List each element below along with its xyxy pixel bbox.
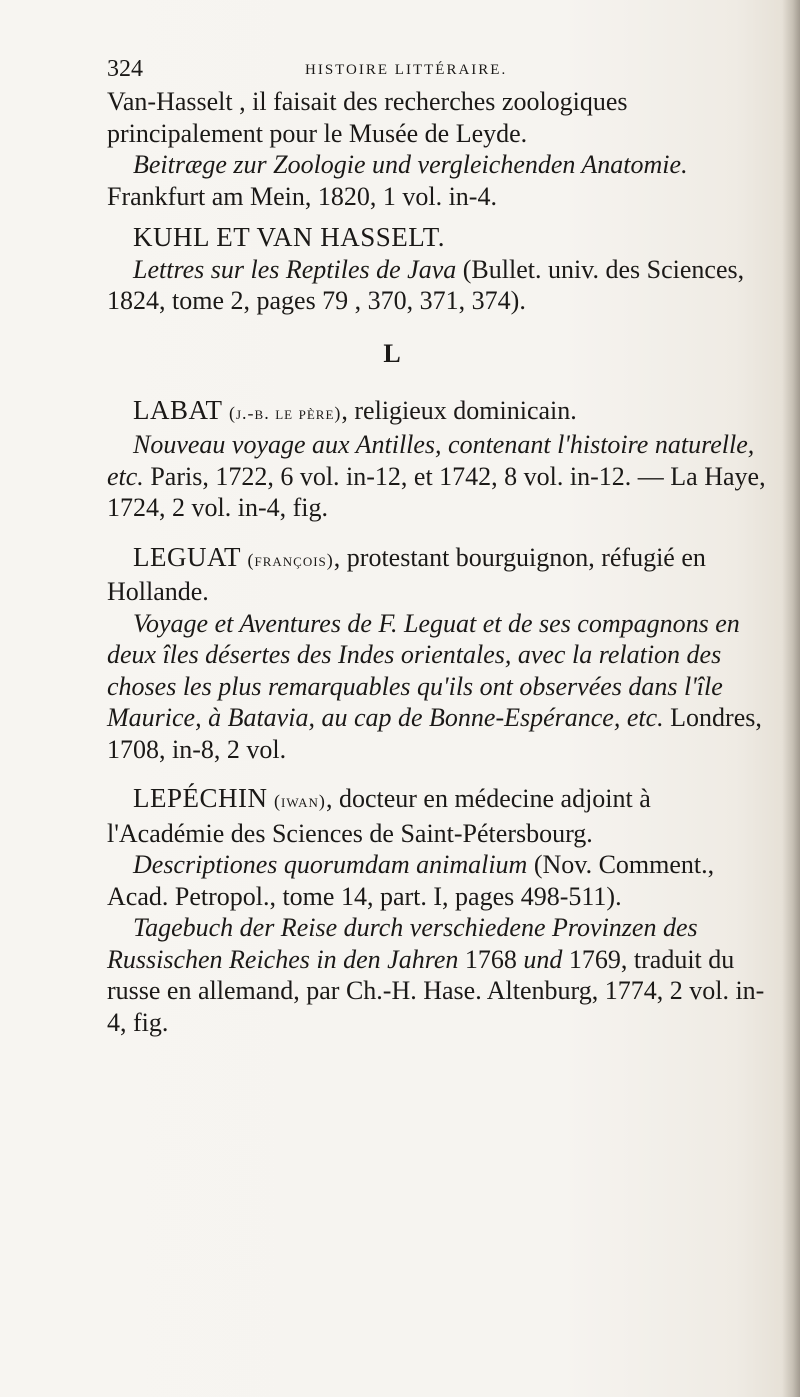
leguat-qualifier: (françois) xyxy=(247,549,334,570)
leguat-description: , protestant bourguignon, réfugié en Hollande. xyxy=(107,542,706,606)
labat-description: , religieux dominicain. xyxy=(341,395,577,425)
kuhl-entry-heading xyxy=(107,222,767,254)
lepechin-work-2-und: und xyxy=(523,944,563,974)
kuhl-work-title: Lettres sur les Reptiles de Java xyxy=(133,254,457,284)
labat-work-publication: Paris, 1722, 6 vol. in-12, et 1742, 8 vol. in-12. — La Haye, 1724, 2 vol. in-4, fig. xyxy=(107,461,766,522)
kuhl-author: KUHL ET VAN HASSELT. xyxy=(133,222,446,252)
labat-entry-heading xyxy=(107,395,767,430)
leguat-work xyxy=(107,608,767,766)
kuhl-work-publication: (Bullet. univ. des Sciences, 1824, tome 2, pages 79 , 370, 371, 374). xyxy=(107,254,745,315)
page-number: 324 xyxy=(107,56,143,82)
lepechin-description: , docteur en médecine adjoint à l'Académie des Sciences de Saint-Pétersbourg. xyxy=(107,784,651,848)
hasselt-work-title: Beitræge zur Zoologie und vergleichenden Anatomie. xyxy=(133,150,688,179)
labat-qualifier: (j.-b. le père) xyxy=(229,402,342,423)
leguat-work-title: Voyage et Aventures de F. Leguat et de ses compagnons en deux îles désertes des Indes orientales, avec la relation des choses les plus remarquables qu'ils ont observées dans l'île Maurice, à Batavia, au cap de Bonne-Espérance, etc. xyxy=(107,608,740,732)
labat-author: LABAT xyxy=(133,394,223,425)
hasselt-work xyxy=(107,149,767,212)
kuhl-work xyxy=(107,254,767,317)
leguat-work-publication: Londres, 1708, in-8, 2 vol. xyxy=(107,703,762,764)
lepechin-work-2-title: Tagebuch der Reise durch verschiedene Provinzen des Russischen Reiches in den Jahren xyxy=(107,913,698,974)
section-letter: L xyxy=(383,338,401,368)
leguat-entry-heading xyxy=(107,542,767,608)
lepechin-entry-heading xyxy=(107,783,767,849)
hasselt-description: Van-Hasselt , il faisait des recherches zoologiques principalement pour le Musée de Leyde. xyxy=(107,87,628,148)
lepechin-author: LEPÉCHIN xyxy=(133,783,268,813)
lepechin-work-2 xyxy=(107,912,767,1038)
labat-work xyxy=(107,429,767,524)
page-edge-shadow xyxy=(782,0,800,1397)
lepechin-work-1-publication: (Nov. Comment., Acad. Petropol., tome 14, part. I, pages 498-511). xyxy=(107,850,715,911)
lepechin-work-1 xyxy=(107,849,767,912)
leguat-author: LEGUAT xyxy=(133,541,241,572)
lepechin-qualifier: (iwan) xyxy=(274,791,326,811)
running-title: HISTOIRE LITTÉRAIRE. xyxy=(305,62,508,78)
lepechin-work-2-publication: 1769, traduit du russe en allemand, par Ch.-H. Hase. Altenburg, 1774, 2 vol. in-4, fig. xyxy=(107,944,765,1037)
page-text xyxy=(107,52,767,1038)
labat-work-title: Nouveau voyage aux Antilles, contenant l'histoire naturelle, etc. xyxy=(107,430,755,491)
running-head xyxy=(107,52,767,86)
lepechin-work-1-title: Descriptiones quorumdam animalium xyxy=(133,850,528,879)
hasselt-work-publication: Frankfurt am Mein, 1820, 1 vol. in-4. xyxy=(107,181,497,211)
lepechin-work-2-years: 1768 xyxy=(458,944,524,974)
